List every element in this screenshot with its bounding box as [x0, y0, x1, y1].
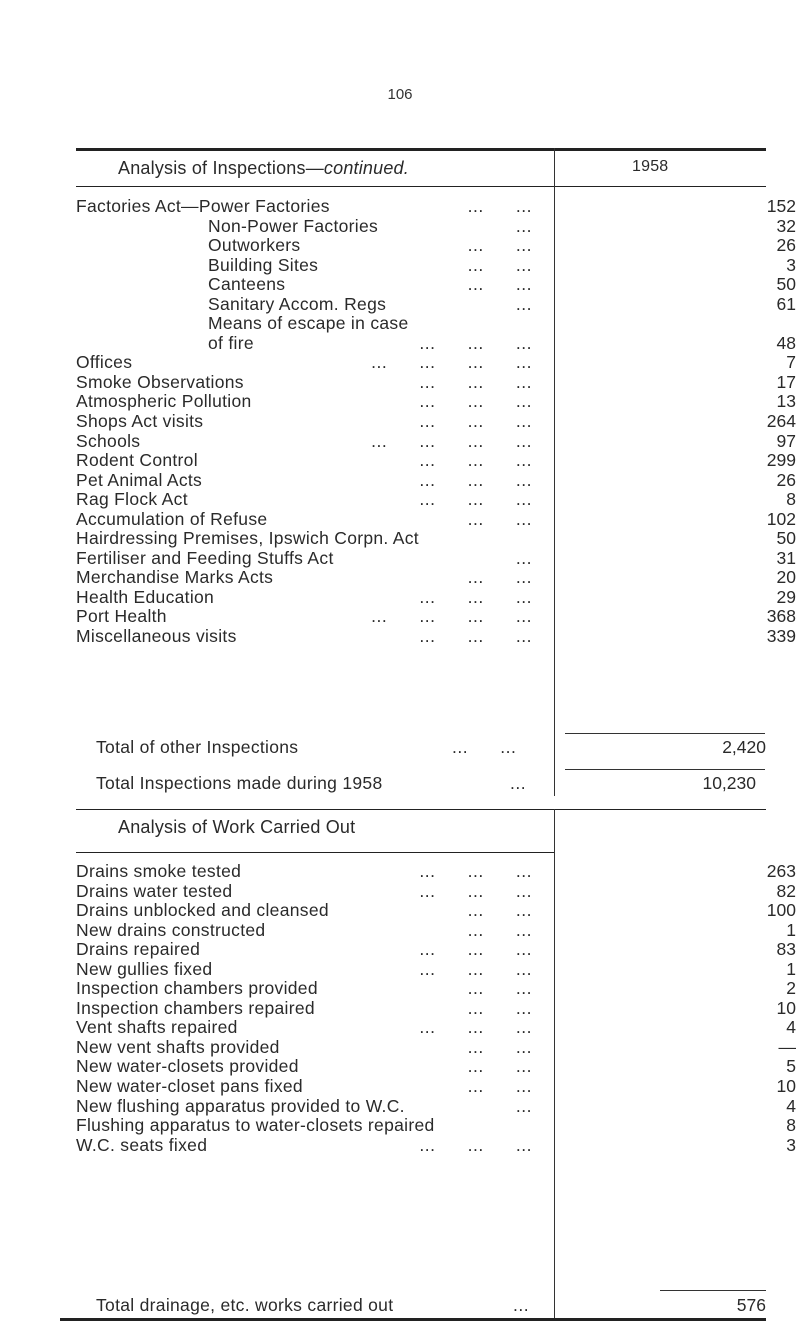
inspection-row-value [736, 586, 796, 608]
inspection-row-value-text: 299 [766, 450, 796, 471]
inspection-row-label: Smoke Observations [76, 371, 244, 392]
work-row-value-text: 3 [786, 1134, 796, 1155]
work-row-value-text: 82 [776, 880, 796, 901]
inspection-row-value [736, 489, 796, 510]
work-row-value [736, 861, 796, 882]
inspection-row-label: Rag Flock Act [76, 489, 188, 510]
inspection-row-value [736, 450, 796, 471]
inspection-row-value [736, 567, 796, 588]
inspection-row-value-text: 31 [776, 547, 796, 568]
work-row-value [736, 1017, 796, 1038]
inspection-row [76, 528, 796, 549]
total-rule-3 [660, 1290, 766, 1291]
inspection-row [76, 235, 796, 256]
inspection-row-leader: ... ... ... ... [371, 352, 532, 373]
work-row-value [736, 919, 796, 941]
work-row-value-text: — [778, 1036, 796, 1057]
inspection-row-label: Factories Act—Power Factories [76, 196, 330, 216]
work-row [76, 919, 796, 941]
inspection-row-label: Hairdressing Premises, Ipswich Corpn. Act [76, 528, 419, 549]
work-row-value-text: 1 [786, 958, 796, 979]
inspection-row-value-text: 48 [776, 332, 796, 353]
work-row-label: Flushing apparatus to water-closets repaired [76, 1115, 435, 1136]
inspection-row-leader: ... ... ... ... [371, 606, 532, 627]
inspection-row-label: Merchandise Marks Acts [76, 567, 274, 588]
inspection-row-value [736, 469, 796, 491]
inspection-row-value-text: 102 [766, 508, 796, 529]
inspection-row-label: Accumulation of Refuse [76, 508, 268, 529]
work-row-label: Drains smoke tested [76, 861, 242, 881]
bottom-rule [60, 1318, 766, 1321]
work-row [76, 1036, 796, 1058]
inspection-row-label: Canteens [208, 274, 286, 295]
inspection-row-value [736, 293, 796, 315]
inspection-row [76, 215, 796, 237]
inspection-row-label: Building Sites [208, 254, 319, 275]
work-row-value [736, 1115, 796, 1136]
work-row-leader: ... ... [467, 978, 532, 999]
inspection-row [76, 293, 796, 315]
inspection-row-label: Miscellaneous visits [76, 626, 237, 647]
inspection-row [76, 352, 796, 373]
inspection-row-leader: ... ... ... [419, 391, 532, 412]
inspection-row-label: Shops Act visits [76, 411, 204, 432]
inspection-row-leader: ... ... [467, 235, 532, 256]
inspection-row-leader: ... ... [467, 508, 532, 529]
inspection-row-value-text: 26 [776, 469, 796, 490]
work-row-leader: ... ... [467, 997, 532, 1018]
inspection-row-label: Pet Animal Acts [76, 469, 203, 490]
work-row-value [736, 880, 796, 902]
work-row [76, 997, 796, 1019]
inspection-row-value [736, 352, 796, 373]
work-row-leader: ... ... [467, 1076, 532, 1097]
work-row-value [736, 1095, 796, 1117]
inspection-row-value-text: 7 [786, 352, 796, 373]
work-row-value-text: 8 [786, 1115, 796, 1136]
work-row-value-text: 5 [786, 1056, 796, 1077]
inspection-row [76, 450, 796, 471]
work-row-value [736, 1076, 796, 1097]
inspection-row [76, 489, 796, 510]
section1-title-main: Analysis of Inspections— [118, 158, 324, 178]
total-rule-2 [565, 769, 765, 770]
work-row-label: Vent shafts repaired [76, 1017, 238, 1038]
inspection-row-leader: ... ... ... [419, 411, 532, 432]
total-other-leader: ... ... [452, 737, 517, 757]
work-row-value [736, 997, 796, 1019]
inspection-row [76, 314, 766, 334]
work-row-leader: ... ... ... [419, 939, 532, 960]
work-row [76, 880, 796, 902]
inspection-row [76, 411, 796, 432]
work-row-leader: ... ... ... [419, 958, 532, 979]
total-drainage-value: 576 [736, 1295, 766, 1315]
inspection-row-value-text: 13 [776, 391, 796, 412]
work-row-value [736, 1036, 796, 1058]
inspection-row-value-text: 264 [766, 411, 796, 432]
work-row [76, 1076, 796, 1097]
total-made-value: 10,230 [702, 773, 756, 793]
total-made-label: Total Inspections made during 1958 ... [96, 773, 527, 793]
inspection-row-value [736, 235, 796, 256]
work-row-value-text: 10 [776, 997, 796, 1018]
section2-title: Analysis of Work Carried Out [118, 817, 356, 837]
inspection-row [76, 391, 796, 412]
header-rule [76, 186, 766, 187]
work-row-value-text: 100 [766, 900, 796, 921]
inspection-row-leader: ... ... [467, 254, 532, 275]
inspection-row [76, 430, 796, 452]
work-row-value-text: 263 [766, 861, 796, 881]
work-row-label: New flushing apparatus provided to W.C. [76, 1095, 405, 1116]
inspection-row-value [736, 314, 766, 334]
work-row-value [736, 958, 796, 980]
work-row [76, 1095, 796, 1117]
inspection-row [76, 606, 796, 627]
inspection-row-leader: ... ... ... [419, 450, 532, 471]
work-row [76, 1056, 796, 1077]
inspection-row-value [736, 430, 796, 452]
work-row-leader: ... ... ... [419, 1134, 532, 1155]
total-other-value: 2,420 [722, 737, 766, 757]
inspection-row [76, 274, 796, 295]
work-row-label: Drains unblocked and cleansed [76, 900, 329, 921]
inspection-row [76, 626, 796, 647]
work-row-label: New gullies fixed [76, 958, 213, 979]
inspection-row-leader: ... ... ... [419, 626, 532, 647]
work-row-value [736, 900, 796, 921]
inspection-row-value-text: 50 [776, 528, 796, 549]
inspection-row-value-text: 17 [776, 371, 796, 392]
work-row-leader: ... ... [467, 1036, 532, 1057]
inspection-row-value-text: 20 [776, 567, 796, 588]
work-row [76, 978, 796, 999]
work-row-leader: ... ... ... [419, 861, 532, 881]
inspection-row [76, 196, 796, 217]
inspection-row [76, 469, 796, 491]
work-row-label: Drains repaired [76, 939, 201, 960]
page-number: 106 [387, 86, 413, 103]
work-row-value-text: 10 [776, 1076, 796, 1097]
inspection-row-label: Port Health [76, 606, 167, 627]
section2-top-rule [76, 809, 766, 810]
inspection-row [76, 371, 796, 393]
inspection-row-value [736, 215, 796, 237]
section1-title [118, 158, 409, 179]
inspection-row-label: Schools [76, 430, 141, 451]
work-row-label: Drains water tested [76, 880, 233, 901]
work-row-label: W.C. seats fixed [76, 1134, 208, 1155]
work-row-value [736, 939, 796, 960]
work-row [76, 861, 796, 882]
total-drainage-label: Total drainage, etc. works carried out ... [96, 1295, 530, 1315]
work-row-leader: ... ... [467, 919, 532, 940]
inspection-row-leader: ... [515, 293, 532, 314]
work-row [76, 1115, 796, 1136]
inspection-row-value-text: 3 [786, 254, 796, 275]
work-row [76, 939, 796, 960]
inspection-row-label: Offices [76, 352, 133, 373]
inspection-row-value [736, 332, 796, 354]
work-row-label: Inspection chambers provided [76, 978, 318, 999]
inspection-row-value [736, 606, 796, 627]
inspection-row-value-text: 61 [776, 293, 796, 314]
section1-title-continued: continued. [323, 158, 409, 178]
inspection-row-value [736, 196, 796, 217]
inspection-row-value-text: 8 [786, 489, 796, 510]
inspection-row-label: Fertiliser and Feeding Stuffs Act [76, 547, 334, 568]
inspection-rows [76, 196, 796, 647]
work-row-value-text: 83 [776, 939, 796, 960]
section2-header-rule [76, 852, 554, 853]
inspection-row-value [736, 547, 796, 569]
work-row-value [736, 1134, 796, 1156]
inspection-row-value [736, 391, 796, 412]
work-row [76, 1017, 796, 1038]
inspection-row-leader: ... ... ... [419, 469, 532, 490]
inspection-row-leader: ... ... [467, 567, 532, 588]
inspection-row-leader: ... ... [467, 274, 532, 295]
inspection-row-value-text: 50 [776, 274, 796, 295]
work-row-label: New water-closet pans fixed [76, 1076, 303, 1097]
inspection-row-value-text: 339 [766, 626, 796, 647]
work-row [76, 900, 796, 921]
inspection-row-label: Sanitary Accom. Regs [208, 293, 387, 314]
work-row-label: Inspection chambers repaired [76, 997, 315, 1018]
work-row-leader: ... [515, 1095, 532, 1116]
work-row [76, 958, 796, 980]
work-row-leader: ... ... [467, 1056, 532, 1077]
work-row-value [736, 978, 796, 999]
inspection-row-leader: ... ... ... [419, 586, 532, 607]
inspection-row-leader: ... [515, 547, 532, 568]
inspection-row-value [736, 508, 796, 530]
work-row [76, 1134, 796, 1156]
year-header: 1958 [632, 158, 669, 175]
inspection-row [76, 567, 796, 588]
inspection-row-label: of fire [208, 332, 254, 353]
work-row-leader: ... ... [467, 900, 532, 921]
inspection-row-label: Means of escape in case [208, 313, 409, 334]
inspection-row-value [736, 254, 796, 276]
inspection-row-value [736, 528, 796, 549]
inspection-row-value [736, 411, 796, 432]
inspection-row-value [736, 274, 796, 295]
inspection-row-leader: ... [515, 215, 532, 236]
inspection-row-label: Rodent Control [76, 450, 198, 471]
work-row-value-text: 2 [786, 978, 796, 999]
total-other-label: Total of other Inspections ... ... [96, 737, 517, 757]
total-made-leader: ... [510, 773, 527, 793]
work-rows [76, 861, 796, 1155]
inspection-row [76, 254, 796, 276]
inspection-row-value-text: 368 [766, 606, 796, 627]
inspection-row [76, 586, 796, 608]
inspection-row-value [736, 626, 796, 647]
work-row-value-text: 4 [786, 1095, 796, 1116]
inspection-row-value-text: 29 [776, 586, 796, 607]
inspection-row [76, 547, 796, 569]
work-row-label: New water-closets provided [76, 1056, 299, 1077]
inspection-row-value-text: 32 [776, 215, 796, 236]
inspection-row-label: Atmospheric Pollution [76, 391, 252, 412]
inspection-row-value [736, 371, 796, 393]
top-rule [76, 148, 766, 151]
inspection-row [76, 508, 796, 530]
work-row-leader: ... ... ... [419, 880, 532, 901]
inspection-row-leader: ... ... ... ... [371, 430, 532, 451]
inspection-row-leader: ... ... [467, 196, 532, 216]
inspection-row-label: Outworkers [208, 235, 301, 256]
work-row-value [736, 1056, 796, 1077]
work-row-label: New vent shafts provided [76, 1036, 280, 1057]
total-drainage-leader: ... [513, 1295, 530, 1315]
total-rule-1 [565, 733, 765, 734]
work-row-value-text: 1 [786, 919, 796, 940]
inspection-row-value-text: 26 [776, 235, 796, 256]
inspection-row-leader: ... ... ... [419, 332, 532, 353]
inspection-row-leader: ... ... ... [419, 371, 532, 392]
inspection-row-value-text: 97 [776, 430, 796, 451]
inspection-row-leader: ... ... ... [419, 489, 532, 510]
inspection-row-label: Non-Power Factories [208, 215, 379, 236]
work-row-leader: ... ... ... [419, 1017, 532, 1038]
inspection-row-label: Health Education [76, 586, 215, 607]
inspection-row-value-text: 152 [766, 196, 796, 216]
inspection-row [76, 332, 796, 354]
work-row-value-text: 4 [786, 1017, 796, 1038]
work-row-label: New drains constructed [76, 919, 266, 940]
